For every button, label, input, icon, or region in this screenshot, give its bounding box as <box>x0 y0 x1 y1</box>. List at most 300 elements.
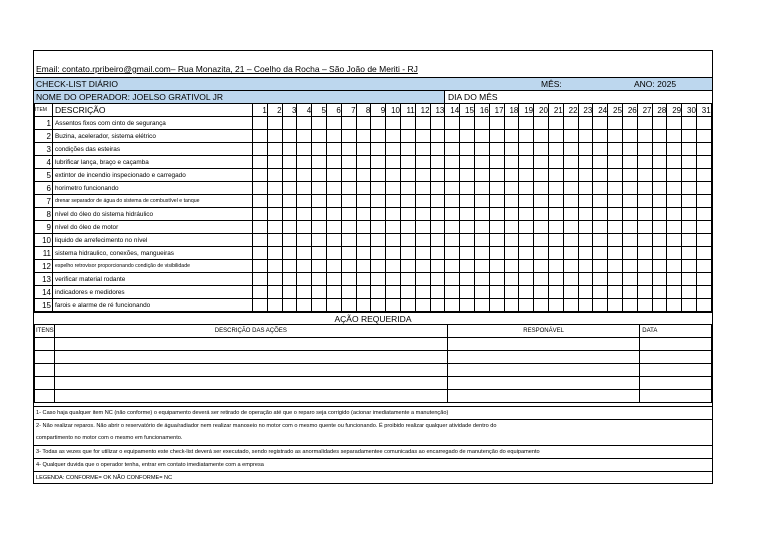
check-cell-day-21[interactable] <box>548 117 563 130</box>
check-cell-day-24[interactable] <box>593 143 608 156</box>
check-cell-day-4[interactable] <box>297 156 312 169</box>
check-cell-day-1[interactable] <box>253 156 268 169</box>
check-cell-day-26[interactable] <box>622 169 637 182</box>
check-cell-day-20[interactable] <box>534 273 549 286</box>
check-cell-day-2[interactable] <box>267 182 282 195</box>
check-cell-day-14[interactable] <box>445 156 460 169</box>
check-cell-day-26[interactable] <box>622 260 637 273</box>
check-cell-day-27[interactable] <box>637 286 652 299</box>
check-cell-day-13[interactable] <box>430 273 445 286</box>
check-cell-day-11[interactable] <box>400 143 415 156</box>
check-cell-day-14[interactable] <box>445 221 460 234</box>
check-cell-day-8[interactable] <box>356 221 371 234</box>
check-cell-day-6[interactable] <box>326 117 341 130</box>
check-cell-day-29[interactable] <box>667 273 682 286</box>
action-responsible-cell[interactable] <box>447 338 639 351</box>
check-cell-day-4[interactable] <box>297 169 312 182</box>
check-cell-day-20[interactable] <box>534 247 549 260</box>
check-cell-day-30[interactable] <box>682 182 697 195</box>
check-cell-day-30[interactable] <box>682 234 697 247</box>
check-cell-day-3[interactable] <box>282 273 297 286</box>
check-cell-day-15[interactable] <box>460 130 475 143</box>
check-cell-day-8[interactable] <box>356 169 371 182</box>
check-cell-day-15[interactable] <box>460 156 475 169</box>
check-cell-day-31[interactable] <box>696 130 711 143</box>
check-cell-day-30[interactable] <box>682 169 697 182</box>
check-cell-day-2[interactable] <box>267 156 282 169</box>
check-cell-day-19[interactable] <box>519 182 534 195</box>
check-cell-day-15[interactable] <box>460 299 475 312</box>
check-cell-day-12[interactable] <box>415 156 430 169</box>
check-cell-day-23[interactable] <box>578 182 593 195</box>
check-cell-day-21[interactable] <box>548 195 563 208</box>
check-cell-day-10[interactable] <box>386 195 401 208</box>
check-cell-day-28[interactable] <box>652 273 667 286</box>
check-cell-day-25[interactable] <box>608 221 623 234</box>
check-cell-day-21[interactable] <box>548 273 563 286</box>
check-cell-day-22[interactable] <box>563 130 578 143</box>
check-cell-day-15[interactable] <box>460 221 475 234</box>
check-cell-day-5[interactable] <box>312 182 327 195</box>
check-cell-day-3[interactable] <box>282 143 297 156</box>
check-cell-day-12[interactable] <box>415 247 430 260</box>
check-cell-day-13[interactable] <box>430 169 445 182</box>
check-cell-day-28[interactable] <box>652 182 667 195</box>
check-cell-day-28[interactable] <box>652 286 667 299</box>
check-cell-day-21[interactable] <box>548 208 563 221</box>
action-item-cell[interactable] <box>35 390 55 403</box>
check-cell-day-31[interactable] <box>696 182 711 195</box>
check-cell-day-11[interactable] <box>400 208 415 221</box>
check-cell-day-2[interactable] <box>267 117 282 130</box>
check-cell-day-14[interactable] <box>445 234 460 247</box>
check-cell-day-4[interactable] <box>297 286 312 299</box>
check-cell-day-7[interactable] <box>341 247 356 260</box>
check-cell-day-29[interactable] <box>667 143 682 156</box>
check-cell-day-9[interactable] <box>371 273 386 286</box>
check-cell-day-29[interactable] <box>667 221 682 234</box>
check-cell-day-22[interactable] <box>563 234 578 247</box>
check-cell-day-11[interactable] <box>400 169 415 182</box>
check-cell-day-27[interactable] <box>637 260 652 273</box>
check-cell-day-16[interactable] <box>474 169 489 182</box>
check-cell-day-20[interactable] <box>534 221 549 234</box>
check-cell-day-21[interactable] <box>548 260 563 273</box>
check-cell-day-5[interactable] <box>312 156 327 169</box>
check-cell-day-15[interactable] <box>460 260 475 273</box>
check-cell-day-27[interactable] <box>637 299 652 312</box>
check-cell-day-16[interactable] <box>474 286 489 299</box>
check-cell-day-28[interactable] <box>652 208 667 221</box>
check-cell-day-9[interactable] <box>371 247 386 260</box>
check-cell-day-20[interactable] <box>534 286 549 299</box>
check-cell-day-3[interactable] <box>282 169 297 182</box>
check-cell-day-25[interactable] <box>608 234 623 247</box>
check-cell-day-4[interactable] <box>297 130 312 143</box>
check-cell-day-23[interactable] <box>578 130 593 143</box>
check-cell-day-21[interactable] <box>548 156 563 169</box>
check-cell-day-2[interactable] <box>267 299 282 312</box>
check-cell-day-10[interactable] <box>386 260 401 273</box>
check-cell-day-10[interactable] <box>386 247 401 260</box>
check-cell-day-13[interactable] <box>430 182 445 195</box>
check-cell-day-25[interactable] <box>608 156 623 169</box>
check-cell-day-15[interactable] <box>460 286 475 299</box>
check-cell-day-5[interactable] <box>312 195 327 208</box>
check-cell-day-24[interactable] <box>593 273 608 286</box>
check-cell-day-8[interactable] <box>356 286 371 299</box>
check-cell-day-1[interactable] <box>253 208 268 221</box>
check-cell-day-13[interactable] <box>430 260 445 273</box>
check-cell-day-26[interactable] <box>622 247 637 260</box>
check-cell-day-16[interactable] <box>474 234 489 247</box>
check-cell-day-21[interactable] <box>548 234 563 247</box>
check-cell-day-18[interactable] <box>504 156 519 169</box>
check-cell-day-5[interactable] <box>312 143 327 156</box>
check-cell-day-21[interactable] <box>548 221 563 234</box>
check-cell-day-30[interactable] <box>682 247 697 260</box>
check-cell-day-11[interactable] <box>400 234 415 247</box>
check-cell-day-18[interactable] <box>504 182 519 195</box>
check-cell-day-15[interactable] <box>460 208 475 221</box>
check-cell-day-7[interactable] <box>341 273 356 286</box>
check-cell-day-12[interactable] <box>415 286 430 299</box>
check-cell-day-24[interactable] <box>593 195 608 208</box>
check-cell-day-18[interactable] <box>504 299 519 312</box>
check-cell-day-25[interactable] <box>608 273 623 286</box>
check-cell-day-28[interactable] <box>652 299 667 312</box>
check-cell-day-27[interactable] <box>637 273 652 286</box>
check-cell-day-6[interactable] <box>326 260 341 273</box>
check-cell-day-31[interactable] <box>696 260 711 273</box>
check-cell-day-24[interactable] <box>593 208 608 221</box>
check-cell-day-19[interactable] <box>519 195 534 208</box>
check-cell-day-24[interactable] <box>593 130 608 143</box>
check-cell-day-17[interactable] <box>489 247 504 260</box>
check-cell-day-10[interactable] <box>386 182 401 195</box>
check-cell-day-20[interactable] <box>534 299 549 312</box>
check-cell-day-13[interactable] <box>430 221 445 234</box>
check-cell-day-3[interactable] <box>282 260 297 273</box>
check-cell-day-15[interactable] <box>460 117 475 130</box>
check-cell-day-30[interactable] <box>682 195 697 208</box>
action-responsible-cell[interactable] <box>447 390 639 403</box>
check-cell-day-31[interactable] <box>696 117 711 130</box>
check-cell-day-26[interactable] <box>622 273 637 286</box>
check-cell-day-22[interactable] <box>563 117 578 130</box>
check-cell-day-29[interactable] <box>667 247 682 260</box>
check-cell-day-31[interactable] <box>696 143 711 156</box>
check-cell-day-17[interactable] <box>489 117 504 130</box>
check-cell-day-8[interactable] <box>356 130 371 143</box>
check-cell-day-22[interactable] <box>563 143 578 156</box>
check-cell-day-14[interactable] <box>445 299 460 312</box>
check-cell-day-5[interactable] <box>312 221 327 234</box>
check-cell-day-5[interactable] <box>312 299 327 312</box>
check-cell-day-9[interactable] <box>371 143 386 156</box>
check-cell-day-22[interactable] <box>563 156 578 169</box>
check-cell-day-12[interactable] <box>415 169 430 182</box>
check-cell-day-7[interactable] <box>341 286 356 299</box>
check-cell-day-20[interactable] <box>534 208 549 221</box>
check-cell-day-3[interactable] <box>282 234 297 247</box>
check-cell-day-10[interactable] <box>386 234 401 247</box>
check-cell-day-29[interactable] <box>667 286 682 299</box>
check-cell-day-23[interactable] <box>578 286 593 299</box>
check-cell-day-26[interactable] <box>622 143 637 156</box>
check-cell-day-2[interactable] <box>267 169 282 182</box>
action-date-cell[interactable] <box>640 377 712 390</box>
check-cell-day-5[interactable] <box>312 247 327 260</box>
check-cell-day-4[interactable] <box>297 273 312 286</box>
check-cell-day-11[interactable] <box>400 273 415 286</box>
check-cell-day-13[interactable] <box>430 130 445 143</box>
check-cell-day-28[interactable] <box>652 234 667 247</box>
check-cell-day-28[interactable] <box>652 260 667 273</box>
check-cell-day-13[interactable] <box>430 117 445 130</box>
check-cell-day-16[interactable] <box>474 221 489 234</box>
check-cell-day-7[interactable] <box>341 182 356 195</box>
check-cell-day-16[interactable] <box>474 130 489 143</box>
check-cell-day-11[interactable] <box>400 130 415 143</box>
check-cell-day-5[interactable] <box>312 130 327 143</box>
check-cell-day-1[interactable] <box>253 221 268 234</box>
check-cell-day-21[interactable] <box>548 247 563 260</box>
check-cell-day-24[interactable] <box>593 234 608 247</box>
check-cell-day-30[interactable] <box>682 143 697 156</box>
check-cell-day-17[interactable] <box>489 260 504 273</box>
check-cell-day-3[interactable] <box>282 182 297 195</box>
check-cell-day-3[interactable] <box>282 247 297 260</box>
check-cell-day-21[interactable] <box>548 182 563 195</box>
check-cell-day-25[interactable] <box>608 182 623 195</box>
check-cell-day-10[interactable] <box>386 273 401 286</box>
check-cell-day-27[interactable] <box>637 117 652 130</box>
check-cell-day-22[interactable] <box>563 221 578 234</box>
check-cell-day-10[interactable] <box>386 221 401 234</box>
check-cell-day-21[interactable] <box>548 143 563 156</box>
check-cell-day-2[interactable] <box>267 208 282 221</box>
check-cell-day-28[interactable] <box>652 195 667 208</box>
check-cell-day-3[interactable] <box>282 286 297 299</box>
check-cell-day-5[interactable] <box>312 260 327 273</box>
check-cell-day-9[interactable] <box>371 208 386 221</box>
action-date-cell[interactable] <box>640 351 712 364</box>
check-cell-day-9[interactable] <box>371 117 386 130</box>
check-cell-day-25[interactable] <box>608 208 623 221</box>
check-cell-day-29[interactable] <box>667 299 682 312</box>
check-cell-day-31[interactable] <box>696 299 711 312</box>
check-cell-day-4[interactable] <box>297 299 312 312</box>
check-cell-day-19[interactable] <box>519 273 534 286</box>
check-cell-day-2[interactable] <box>267 260 282 273</box>
check-cell-day-6[interactable] <box>326 208 341 221</box>
check-cell-day-29[interactable] <box>667 260 682 273</box>
check-cell-day-18[interactable] <box>504 234 519 247</box>
check-cell-day-30[interactable] <box>682 208 697 221</box>
check-cell-day-6[interactable] <box>326 247 341 260</box>
check-cell-day-19[interactable] <box>519 208 534 221</box>
check-cell-day-20[interactable] <box>534 117 549 130</box>
check-cell-day-13[interactable] <box>430 247 445 260</box>
check-cell-day-25[interactable] <box>608 247 623 260</box>
check-cell-day-18[interactable] <box>504 195 519 208</box>
check-cell-day-14[interactable] <box>445 169 460 182</box>
action-description-cell[interactable] <box>54 338 447 351</box>
check-cell-day-14[interactable] <box>445 273 460 286</box>
check-cell-day-26[interactable] <box>622 182 637 195</box>
check-cell-day-19[interactable] <box>519 169 534 182</box>
check-cell-day-17[interactable] <box>489 195 504 208</box>
check-cell-day-16[interactable] <box>474 208 489 221</box>
check-cell-day-26[interactable] <box>622 299 637 312</box>
check-cell-day-9[interactable] <box>371 156 386 169</box>
check-cell-day-30[interactable] <box>682 221 697 234</box>
check-cell-day-3[interactable] <box>282 221 297 234</box>
check-cell-day-24[interactable] <box>593 286 608 299</box>
check-cell-day-11[interactable] <box>400 247 415 260</box>
check-cell-day-11[interactable] <box>400 195 415 208</box>
check-cell-day-9[interactable] <box>371 169 386 182</box>
check-cell-day-31[interactable] <box>696 273 711 286</box>
check-cell-day-12[interactable] <box>415 182 430 195</box>
action-item-cell[interactable] <box>35 377 55 390</box>
check-cell-day-29[interactable] <box>667 195 682 208</box>
check-cell-day-19[interactable] <box>519 260 534 273</box>
check-cell-day-26[interactable] <box>622 117 637 130</box>
check-cell-day-8[interactable] <box>356 156 371 169</box>
check-cell-day-5[interactable] <box>312 117 327 130</box>
check-cell-day-10[interactable] <box>386 208 401 221</box>
action-description-cell[interactable] <box>54 351 447 364</box>
check-cell-day-2[interactable] <box>267 143 282 156</box>
check-cell-day-27[interactable] <box>637 208 652 221</box>
check-cell-day-14[interactable] <box>445 208 460 221</box>
check-cell-day-14[interactable] <box>445 195 460 208</box>
check-cell-day-19[interactable] <box>519 299 534 312</box>
check-cell-day-12[interactable] <box>415 273 430 286</box>
check-cell-day-25[interactable] <box>608 117 623 130</box>
action-date-cell[interactable] <box>640 338 712 351</box>
check-cell-day-30[interactable] <box>682 273 697 286</box>
check-cell-day-16[interactable] <box>474 273 489 286</box>
check-cell-day-19[interactable] <box>519 117 534 130</box>
check-cell-day-8[interactable] <box>356 234 371 247</box>
check-cell-day-17[interactable] <box>489 143 504 156</box>
check-cell-day-7[interactable] <box>341 117 356 130</box>
check-cell-day-3[interactable] <box>282 130 297 143</box>
check-cell-day-16[interactable] <box>474 156 489 169</box>
check-cell-day-22[interactable] <box>563 260 578 273</box>
check-cell-day-12[interactable] <box>415 234 430 247</box>
check-cell-day-25[interactable] <box>608 143 623 156</box>
check-cell-day-25[interactable] <box>608 299 623 312</box>
check-cell-day-12[interactable] <box>415 260 430 273</box>
check-cell-day-2[interactable] <box>267 221 282 234</box>
check-cell-day-11[interactable] <box>400 299 415 312</box>
check-cell-day-4[interactable] <box>297 195 312 208</box>
action-date-cell[interactable] <box>640 390 712 403</box>
check-cell-day-8[interactable] <box>356 143 371 156</box>
check-cell-day-11[interactable] <box>400 156 415 169</box>
check-cell-day-24[interactable] <box>593 221 608 234</box>
check-cell-day-4[interactable] <box>297 260 312 273</box>
check-cell-day-12[interactable] <box>415 117 430 130</box>
check-cell-day-15[interactable] <box>460 273 475 286</box>
action-responsible-cell[interactable] <box>447 364 639 377</box>
check-cell-day-27[interactable] <box>637 143 652 156</box>
check-cell-day-4[interactable] <box>297 117 312 130</box>
check-cell-day-18[interactable] <box>504 221 519 234</box>
check-cell-day-10[interactable] <box>386 286 401 299</box>
check-cell-day-23[interactable] <box>578 247 593 260</box>
check-cell-day-9[interactable] <box>371 221 386 234</box>
action-responsible-cell[interactable] <box>447 377 639 390</box>
check-cell-day-18[interactable] <box>504 169 519 182</box>
check-cell-day-20[interactable] <box>534 143 549 156</box>
check-cell-day-6[interactable] <box>326 143 341 156</box>
check-cell-day-22[interactable] <box>563 286 578 299</box>
check-cell-day-14[interactable] <box>445 286 460 299</box>
check-cell-day-8[interactable] <box>356 117 371 130</box>
action-description-cell[interactable] <box>54 390 447 403</box>
check-cell-day-6[interactable] <box>326 221 341 234</box>
check-cell-day-17[interactable] <box>489 208 504 221</box>
check-cell-day-31[interactable] <box>696 156 711 169</box>
check-cell-day-4[interactable] <box>297 208 312 221</box>
check-cell-day-23[interactable] <box>578 117 593 130</box>
check-cell-day-26[interactable] <box>622 208 637 221</box>
check-cell-day-23[interactable] <box>578 208 593 221</box>
check-cell-day-3[interactable] <box>282 156 297 169</box>
check-cell-day-7[interactable] <box>341 208 356 221</box>
check-cell-day-20[interactable] <box>534 182 549 195</box>
check-cell-day-8[interactable] <box>356 260 371 273</box>
check-cell-day-7[interactable] <box>341 156 356 169</box>
check-cell-day-2[interactable] <box>267 130 282 143</box>
check-cell-day-12[interactable] <box>415 195 430 208</box>
check-cell-day-7[interactable] <box>341 130 356 143</box>
check-cell-day-6[interactable] <box>326 195 341 208</box>
check-cell-day-23[interactable] <box>578 260 593 273</box>
check-cell-day-25[interactable] <box>608 169 623 182</box>
check-cell-day-12[interactable] <box>415 208 430 221</box>
check-cell-day-20[interactable] <box>534 156 549 169</box>
check-cell-day-24[interactable] <box>593 260 608 273</box>
check-cell-day-17[interactable] <box>489 130 504 143</box>
check-cell-day-5[interactable] <box>312 208 327 221</box>
check-cell-day-11[interactable] <box>400 117 415 130</box>
check-cell-day-26[interactable] <box>622 130 637 143</box>
check-cell-day-28[interactable] <box>652 117 667 130</box>
check-cell-day-18[interactable] <box>504 117 519 130</box>
check-cell-day-1[interactable] <box>253 195 268 208</box>
check-cell-day-28[interactable] <box>652 130 667 143</box>
check-cell-day-18[interactable] <box>504 286 519 299</box>
check-cell-day-7[interactable] <box>341 234 356 247</box>
check-cell-day-23[interactable] <box>578 156 593 169</box>
check-cell-day-5[interactable] <box>312 234 327 247</box>
check-cell-day-4[interactable] <box>297 247 312 260</box>
check-cell-day-8[interactable] <box>356 299 371 312</box>
check-cell-day-27[interactable] <box>637 195 652 208</box>
check-cell-day-31[interactable] <box>696 286 711 299</box>
check-cell-day-17[interactable] <box>489 156 504 169</box>
check-cell-day-20[interactable] <box>534 195 549 208</box>
check-cell-day-13[interactable] <box>430 286 445 299</box>
check-cell-day-22[interactable] <box>563 169 578 182</box>
check-cell-day-24[interactable] <box>593 169 608 182</box>
